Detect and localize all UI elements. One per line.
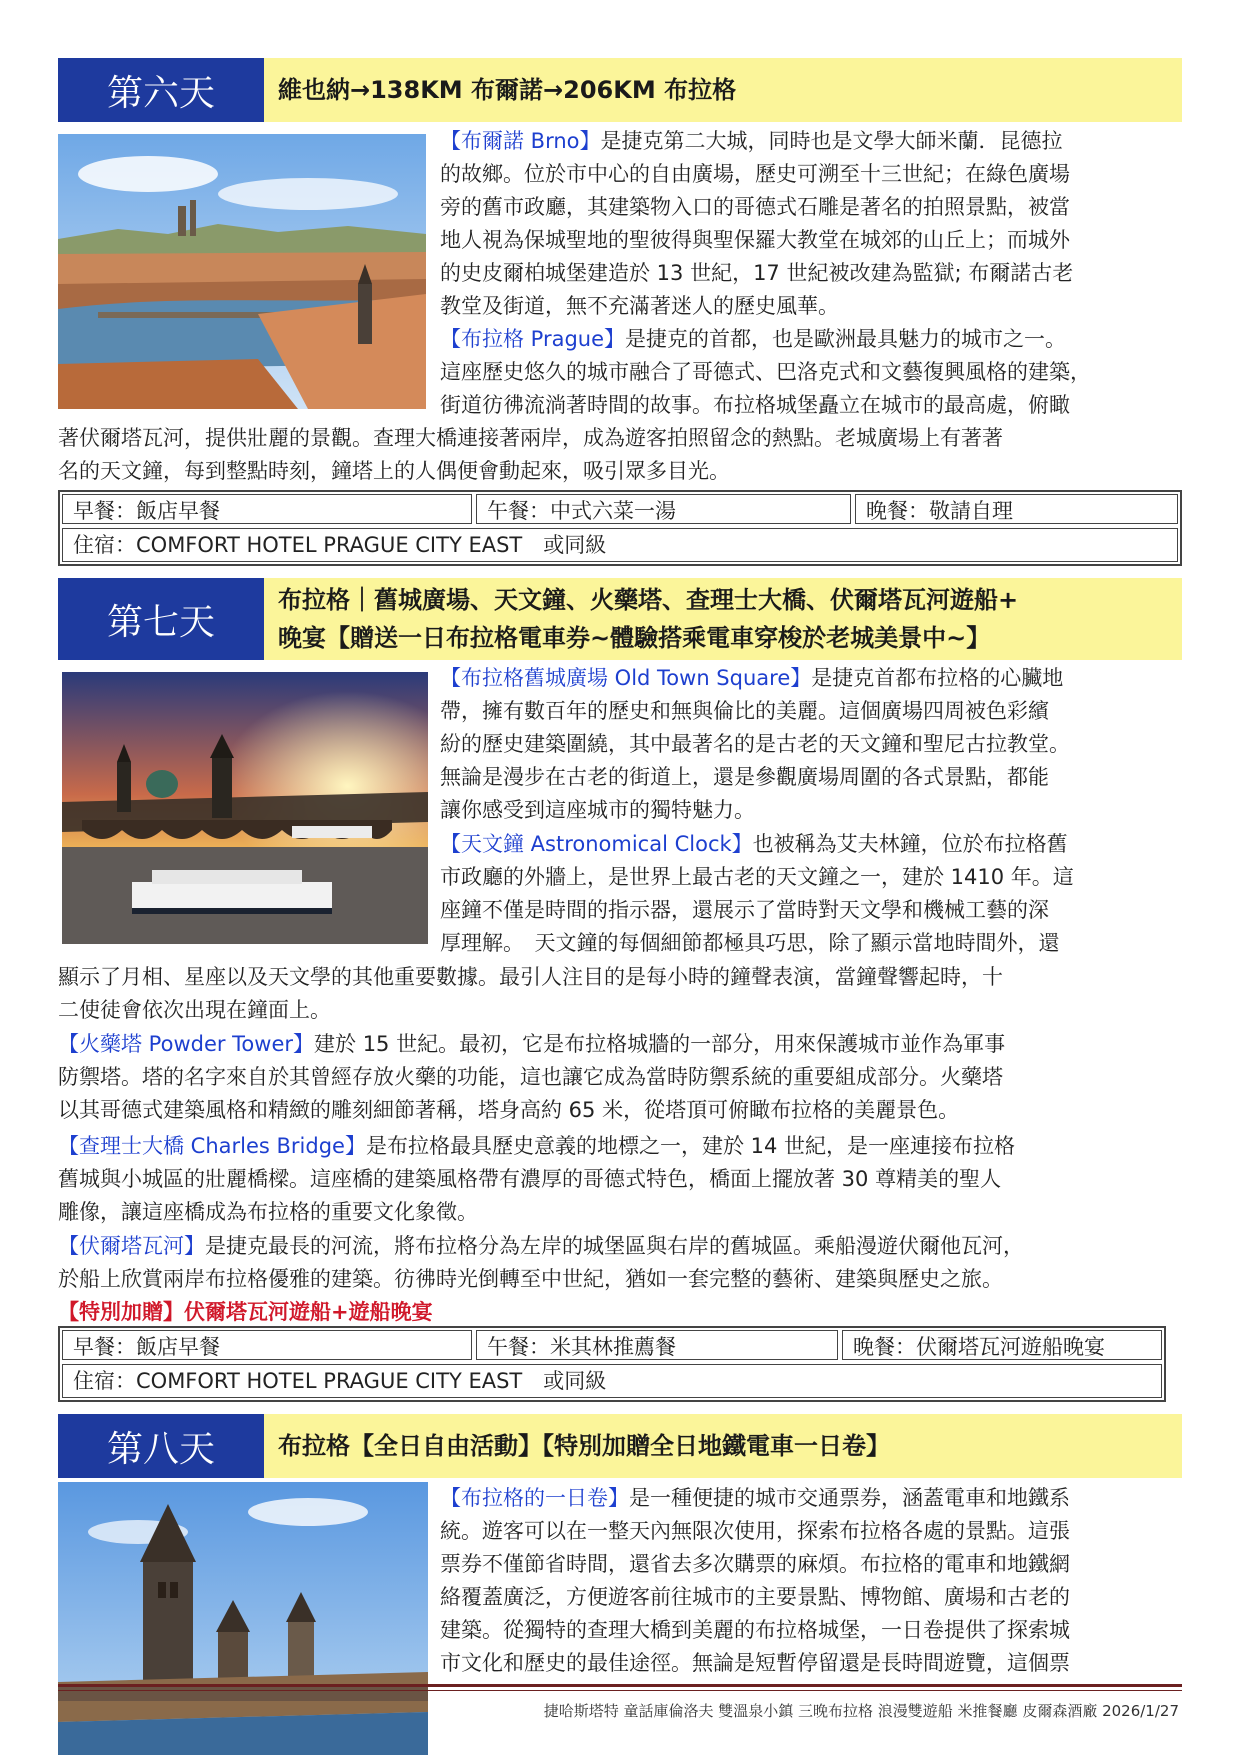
day8-header bbox=[58, 1414, 1182, 1478]
footer-divider-thin bbox=[58, 1690, 1182, 1691]
text-line: 市政廳的外牆上，是世界上最古老的天文鐘之一，建於 1410 年。這 bbox=[440, 865, 1074, 889]
highlight-day-pass: 【布拉格的一日卷】 bbox=[440, 1486, 629, 1510]
text-line: 的史皮爾柏城堡建造於 13 世紀，17 世紀被改建為監獄; 布爾諾古老 bbox=[440, 261, 1074, 285]
text-line: 防禦塔。塔的名字來自於其曾經存放火藥的功能，這也讓它成為當時防禦系統的重要組成部分。火藥塔 bbox=[58, 1065, 1003, 1089]
meal-row bbox=[60, 492, 1180, 526]
day6-breakfast: 早餐：飯店早餐 bbox=[62, 494, 472, 524]
text-line: 著伏爾塔瓦河，提供壯麗的景觀。查理大橋連接著兩岸，成為遊客拍照留念的熱點。老城廣場上有著著 bbox=[58, 426, 1003, 450]
day7-lodging: 住宿：COMFORT HOTEL PRAGUE CITY EAST 或同級 bbox=[62, 1364, 1162, 1398]
highlight-brno: 【布爾諾 Brno】 bbox=[440, 129, 601, 153]
meal-row bbox=[60, 1328, 1164, 1362]
text-line: 街道彷彿流淌著時間的故事。布拉格城堡矗立在城市的最高處，俯瞰 bbox=[440, 393, 1070, 417]
text-line: 建築。從獨特的查理大橋到美麗的布拉格城堡，一日卷提供了探索城 bbox=[440, 1618, 1070, 1642]
day6-title: 維也納→138KM 布爾諾→206KM 布拉格 bbox=[278, 76, 737, 104]
text-line: 票券不僅節省時間，還省去多次購票的麻煩。布拉格的電車和地鐵網 bbox=[440, 1552, 1070, 1576]
text-line: 旁的舊市政廳，其建築物入口的哥德式石雕是著名的拍照景點，被當 bbox=[440, 195, 1070, 219]
day7-charles-bridge-paragraph bbox=[58, 1130, 1182, 1229]
text-line: 雕像，讓這座橋成為布拉格的重要文化象徵。 bbox=[58, 1200, 478, 1224]
text-line: 市文化和歷史的最佳途徑。無論是短暫停留還是長時間遊覽，這個票 bbox=[440, 1651, 1070, 1675]
day7-title-box bbox=[264, 578, 1182, 660]
day8-photo-charles-bridge-tower bbox=[58, 1482, 428, 1755]
text-line: 二使徒會依次出現在鐘面上。 bbox=[58, 998, 331, 1022]
text-line: 厚理解。 天文鐘的每個細節都極具巧思，除了顯示當地時間外，還 bbox=[440, 931, 1060, 955]
highlight-vltava: 【伏爾塔瓦河】 bbox=[58, 1234, 205, 1258]
day7-lunch: 午餐：米其林推薦餐 bbox=[476, 1330, 838, 1360]
day7-header bbox=[58, 578, 1182, 660]
day6-brno-paragraph bbox=[440, 125, 1182, 323]
text-line: 【天文鐘 Astronomical Clock】也被稱為艾夫林鐘，位於布拉格舊 bbox=[440, 832, 1068, 856]
text-line: 【火藥塔 Powder Tower】建於 15 世紀。最初，它是布拉格城牆的一部分，用來保護城市並作為軍事 bbox=[58, 1032, 1006, 1056]
text-line: 【布爾諾 Brno】是捷克第二大城，同時也是文學大師米蘭．昆德拉 bbox=[440, 129, 1063, 153]
day8-title: 布拉格【全日自由活動】【特別加贈全日地鐵電車一日卷】 bbox=[278, 1432, 890, 1460]
day7-label: 第七天 bbox=[58, 578, 264, 660]
day6-meal-table bbox=[58, 490, 1182, 566]
day7-old-town-paragraph bbox=[440, 662, 1182, 827]
text-line: 地人視為保城聖地的聖彼得與聖保羅大教堂在城郊的山丘上；而城外 bbox=[440, 228, 1070, 252]
day6-prague-paragraph-wide bbox=[58, 422, 1182, 488]
text-line: 於船上欣賞兩岸布拉格優雅的建築。彷彿時光倒轉至中世紀，猶如一套完整的藝術、建築與歷史之旅。 bbox=[58, 1267, 1003, 1291]
day7-breakfast: 早餐：飯店早餐 bbox=[62, 1330, 472, 1360]
day7-astronomical-clock-paragraph bbox=[440, 828, 1182, 960]
day7-photo-charles-bridge-sunset bbox=[62, 672, 428, 944]
day8-day-pass-paragraph bbox=[440, 1482, 1182, 1680]
footer-text: 捷哈斯塔特 童話庫倫洛夫 雙溫泉小鎮 三晚布拉格 浪漫雙遊船 米推餐廳 皮爾森酒廠 2026/1/27 bbox=[543, 1702, 1179, 1720]
day6-dinner: 晚餐：敬請自理 bbox=[855, 494, 1178, 524]
day6-title-box bbox=[264, 58, 1182, 122]
highlight-charles-bridge: 【查理士大橋 Charles Bridge】 bbox=[58, 1134, 366, 1158]
text-line: 讓你感受到這座城市的獨特魅力。 bbox=[440, 798, 755, 822]
day6-lodging: 住宿：COMFORT HOTEL PRAGUE CITY EAST 或同級 bbox=[62, 528, 1178, 562]
day7-powder-tower-paragraph bbox=[58, 1028, 1182, 1127]
day7-clock-paragraph-wide bbox=[58, 961, 1182, 1027]
text-line: 名的天文鐘，每到整點時刻，鐘塔上的人偶便會動起來，吸引眾多目光。 bbox=[58, 459, 730, 483]
text-line: 這座歷史悠久的城市融合了哥德式、巴洛克式和文藝復興風格的建築， bbox=[440, 360, 1091, 384]
highlight-powder-tower: 【火藥塔 Powder Tower】 bbox=[58, 1032, 315, 1056]
text-line: 統。遊客可以在一整天內無限次使用，探索布拉格各處的景點。這張 bbox=[440, 1519, 1070, 1543]
day8-title-box bbox=[264, 1414, 1182, 1478]
text-line: 【伏爾塔瓦河】是捷克最長的河流，將布拉格分為左岸的城堡區與右岸的舊城區。乘船漫遊伏爾他瓦河， bbox=[58, 1234, 1024, 1258]
day7-title-line1: 布拉格｜舊城廣場、天文鐘、火藥塔、查理士大橋、伏爾塔瓦河遊船+ bbox=[278, 586, 1019, 614]
text-line: 紛的歷史建築圍繞，其中最著名的是古老的天文鐘和聖尼古拉教堂。 bbox=[440, 732, 1070, 756]
text-line: 【布拉格 Prague】是捷克的首都，也是歐洲最具魅力的城市之一。 bbox=[440, 327, 1067, 351]
highlight-astronomical-clock: 【天文鐘 Astronomical Clock】 bbox=[440, 832, 753, 856]
text-line: 以其哥德式建築風格和精緻的雕刻細節著稱，塔身高約 65 米，從塔頂可俯瞰布拉格的美麗景色。 bbox=[58, 1098, 960, 1122]
day7-title-line2: 晚宴【贈送一日布拉格電車券~體驗搭乘電車穿梭於老城美景中~】 bbox=[278, 624, 991, 652]
text-line: 絡覆蓋廣泛，方便遊客前往城市的主要景點、博物館、廣場和古老的 bbox=[440, 1585, 1070, 1609]
text-line: 無論是漫步在古老的街道上，還是參觀廣場周圍的各式景點，都能 bbox=[440, 765, 1049, 789]
text-line: 教堂及街道，無不充滿著迷人的歷史風華。 bbox=[440, 294, 839, 318]
text-line: 【布拉格的一日卷】是一種便捷的城市交通票券，涵蓋電車和地鐵系 bbox=[440, 1486, 1070, 1510]
day7-meal-table bbox=[58, 1326, 1166, 1402]
text-line: 舊城與小城區的壯麗橋樑。這座橋的建築風格帶有濃厚的哥德式特色，橋面上擺放著 30 尊精美的聖人 bbox=[58, 1167, 1002, 1191]
text-line: 帶，擁有數百年的歷史和無與倫比的美麗。這個廣場四周被色彩繽 bbox=[440, 699, 1049, 723]
day7-special-gift: 【特別加贈】伏爾塔瓦河遊船+遊船晚宴 bbox=[58, 1300, 433, 1324]
day6-label: 第六天 bbox=[58, 58, 264, 122]
day8-label: 第八天 bbox=[58, 1414, 264, 1478]
highlight-old-town-square: 【布拉格舊城廣場 Old Town Square】 bbox=[440, 666, 812, 690]
day6-header bbox=[58, 58, 1182, 122]
day6-lunch: 午餐：中式六菜一湯 bbox=[476, 494, 851, 524]
day6-photo-prague-panorama bbox=[58, 134, 426, 409]
day7-dinner: 晚餐：伏爾塔瓦河遊船晚宴 bbox=[842, 1330, 1162, 1360]
text-line: 【查理士大橋 Charles Bridge】是布拉格最具歷史意義的地標之一，建於 14 世紀，是一座連接布拉格 bbox=[58, 1134, 1016, 1158]
footer-divider bbox=[58, 1684, 1182, 1687]
day6-prague-paragraph bbox=[440, 323, 1182, 422]
text-line: 顯示了月相、星座以及天文學的其他重要數據。最引人注目的是每小時的鐘聲表演，當鐘聲響起時，十 bbox=[58, 965, 1003, 989]
highlight-prague: 【布拉格 Prague】 bbox=[440, 327, 626, 351]
text-line: 【布拉格舊城廣場 Old Town Square】是捷克首都布拉格的心臟地 bbox=[440, 666, 1064, 690]
text-line: 座鐘不僅是時間的指示器，還展示了當時對天文學和機械工藝的深 bbox=[440, 898, 1049, 922]
day7-vltava-paragraph bbox=[58, 1230, 1182, 1329]
text-line: 的故鄉。位於市中心的自由廣場，歷史可溯至十三世紀；在綠色廣場 bbox=[440, 162, 1070, 186]
